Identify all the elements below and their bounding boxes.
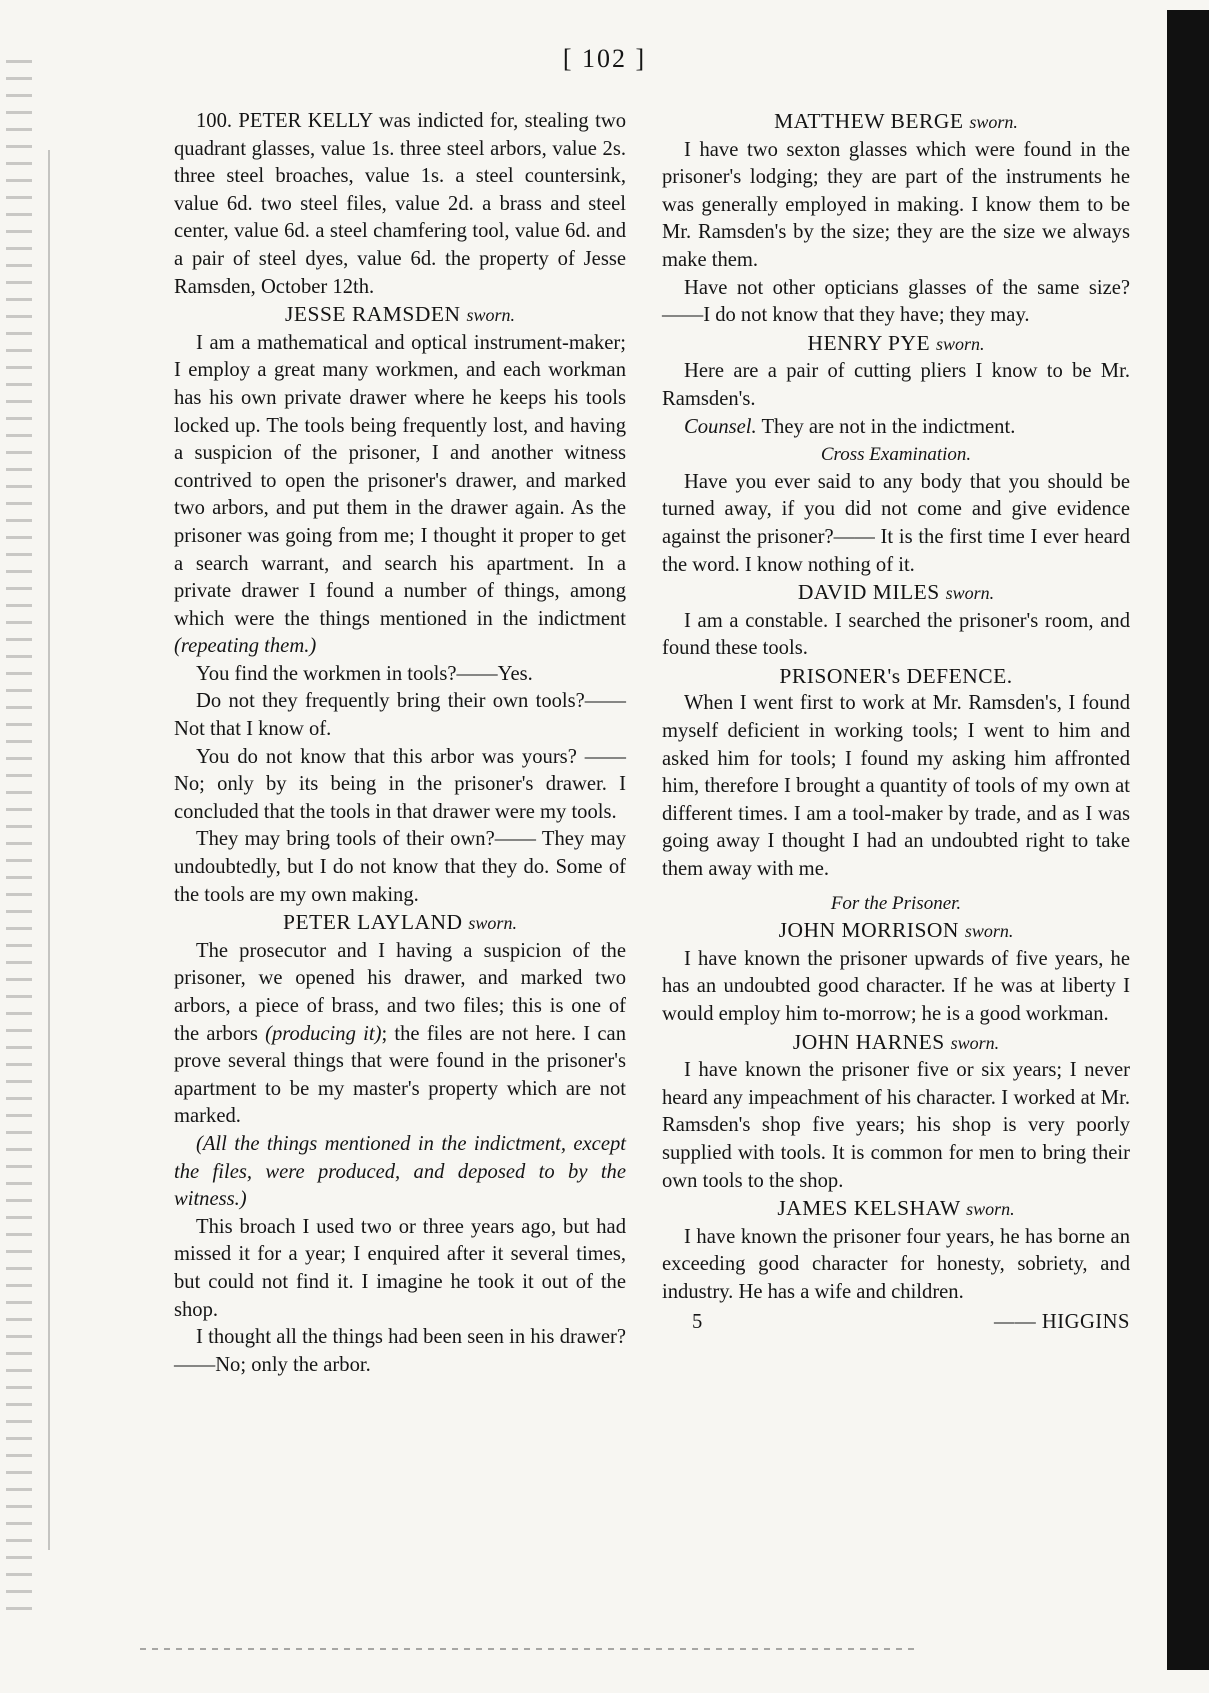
testimony-text: The prosecutor and I having a suspicion of the prisoner, we opened his drawer, and marked two arbors, a piece of brass, and two files; this is one of the arbors <box>174 939 626 1045</box>
testimony-aside: (producing it) <box>265 1022 382 1045</box>
scan-edge-shadow <box>6 60 32 1620</box>
witness-heading-pye <box>662 330 1130 359</box>
indictment-paragraph: 100. PETER KELLY was indicted for, stealing two quadrant glasses, value 1s. three steel arbors, value 2s. three steel broaches, value 1s. a steel countersink, value 6d. two steel files, value 2d. a brass and steel center, value 6d. a steel chamfering tool, value 6d. and a pair of steel dyes, value 6d. the property of Jesse Ramsden, October 12th. <box>174 110 626 298</box>
counsel-label: Counsel. <box>684 415 757 438</box>
sworn-label: sworn. <box>969 112 1018 132</box>
witness-heading-ramsden <box>174 301 626 330</box>
scan-bottom-noise <box>140 1648 920 1650</box>
testimony-paragraph: Here are a pair of cutting pliers I know to be Mr. Ramsden's. <box>662 360 1130 410</box>
witness-name: JESSE RAMSDEN <box>285 302 461 327</box>
witness-name: DAVID MILES <box>797 580 940 605</box>
testimony-aside: (repeating them.) <box>174 635 317 658</box>
testimony-paragraph: You do not know that this arbor was yours? ——No; only by its being in the prisoner's drawer. I concluded that the tools in that drawer were my tools. <box>174 745 626 823</box>
witness-heading-kelshaw <box>662 1195 1130 1224</box>
sworn-label: sworn. <box>468 913 517 934</box>
testimony-paragraph: Have not other opticians glasses of the same size?——I do not know that they have; they may. <box>662 276 1130 327</box>
testimony-paragraph <box>174 330 626 661</box>
testimony-text: I am a mathematical and optical instrument-maker; I employ a great many workmen, and each workman has his own private drawer where he keeps his tools locked up. The tools being frequently lost, and having a suspicion of the prisoner, I and another witness contrived to open the prisoner's drawer, and marked two arbors, and put them in the drawer again. As the prisoner was going from me; I thought it proper to get a search warrant, and search his apartment. In a private drawer I found a number of things, among which were the things mentioned in the indictment <box>174 331 626 630</box>
testimony-paragraph: This broach I used two or three years ago, but had missed it for a year; I enquired after it several times, but could not find it. I imagine he took it out of the shop. <box>174 1215 626 1321</box>
testimony-paragraph: I have known the prisoner five or six years; I never heard any impeachment of his character. I worked at Mr. Ramsden's shop five years; his shop is very poorly supplied with tools. It is common for men to bring their own tools to the shop. <box>662 1059 1130 1192</box>
witness-name: JAMES KELSHAW <box>777 1196 961 1221</box>
testimony-paragraph: When I went first to work at Mr. Ramsden's, I found myself deficient in working tools; I went to him and asked him for tools; I found my asking him affronted him, therefore I brought a quantity of tools of my own at different times. I am a tool-maker by trade, and as I was going away I thought I had an undoubted right to take them away with me. <box>662 692 1130 881</box>
sworn-label: sworn. <box>950 1032 1000 1053</box>
scan-edge-line <box>48 150 50 1550</box>
testimony-paragraph: They may bring tools of their own?—— They may undoubtedly, but I do not know that they do. Some of the tools are my own making. <box>174 828 626 906</box>
sworn-label: sworn. <box>466 305 515 326</box>
witness-heading-layland <box>174 909 626 938</box>
witness-heading-morrison <box>662 917 1130 946</box>
witness-heading-miles <box>662 579 1130 608</box>
right-column <box>662 108 1130 1336</box>
sworn-label: sworn. <box>966 1199 1015 1220</box>
witness-name: MATTHEW BERGE <box>774 109 964 133</box>
testimony-paragraph: I have known the prisoner four years, he has borne an exceeding good character for honesty, sobriety, and industry. He has a wife and children. <box>662 1225 1130 1303</box>
testimony-paragraph: I have known the prisoner upwards of five years, he has an undoubted good character. If he was at liberty I would employ him to-morrow; he is a good workman. <box>662 947 1130 1025</box>
sworn-label: sworn. <box>935 333 985 354</box>
witness-name: JOHN MORRISON <box>778 918 959 943</box>
court-note: (All the things mentioned in the indictment, except the files, were produced, and deposed to by the witness.) <box>174 1132 626 1211</box>
testimony-text: ; the files are not here. I can prove several things that were found in the prisoner's apartment to be my master's property which are not marked. <box>174 1022 626 1128</box>
testimony-paragraph: I am a constable. I searched the prisoner's room, and found these tools. <box>662 609 1130 660</box>
witness-name: HENRY PYE <box>807 330 931 355</box>
witness-name: PETER LAYLAND <box>283 910 463 935</box>
left-column <box>174 108 626 1379</box>
testimony-paragraph: Have you ever said to any body that you should be turned away, if you did not come and give evidence against the prisoner?—— It is the first time I ever heard the word. I know nothing of it. <box>662 470 1130 576</box>
testimony-paragraph: Do not they frequently bring their own tools?——Not that I know of. <box>174 690 626 741</box>
testimony-paragraph <box>174 938 626 1131</box>
for-prisoner-heading: For the Prisoner. <box>830 892 962 914</box>
witness-name: JOHN HARNES <box>792 1029 945 1054</box>
testimony-paragraph: You find the workmen in tools?——Yes. <box>196 662 533 685</box>
cross-examination-heading: Cross Examination. <box>820 444 972 466</box>
testimony-paragraph: I thought all the things had been seen in his drawer?——No; only the arbor. <box>174 1326 626 1376</box>
witness-heading-berge <box>662 108 1130 137</box>
scan-binding-bar <box>1167 10 1209 1670</box>
testimony-text: They are not in the indictment. <box>761 415 1016 438</box>
counsel-remark <box>662 414 1130 442</box>
page-footer <box>662 1309 1130 1337</box>
page-number: [ 102 ] <box>562 44 647 73</box>
witness-heading-harnes <box>662 1029 1130 1058</box>
sworn-label: sworn. <box>945 583 995 604</box>
catchword: —— HIGGINS <box>994 1310 1130 1333</box>
sworn-label: sworn. <box>964 921 1014 942</box>
testimony-paragraph: I have two sexton glasses which were found in the prisoner's lodging; they are part of the instruments he was generally employed in making. I know them to be Mr. Ramsden's by the size; they are the size we always make them. <box>662 138 1130 271</box>
signature-mark: 5 <box>692 1310 703 1333</box>
defence-heading: PRISONER's DEFENCE. <box>779 663 1013 688</box>
